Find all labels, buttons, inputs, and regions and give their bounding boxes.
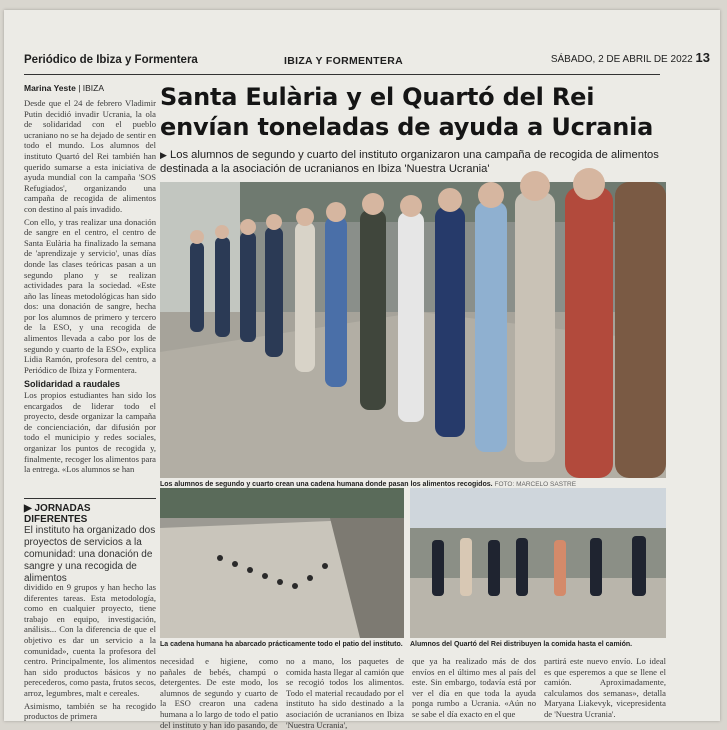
article-column-2: necesidad e higiene, como pañales de bebés, champú o detergentes. De este modo, los alumnos de segundo y cuarto de la ESO crearon una cadena humana a lo largo de todo el patio del instituto y han ido pasando, de: [160, 656, 278, 730]
paragraph: Desde que el 24 de febrero Vladimir Putin decidió invadir Ucrania, la ola de solidaridad con el pueblo ucraniano no se ha dejado de sentir en todo el mundo. Los alumnos del instituto Quartó del Rei también han querido sumarse a esta iniciativa de ayuda mundial con la campaña 'SOS Refugiados', organizando una campaña de recogida de alimentos con destino al país invadido.: [24, 98, 156, 214]
date-page: [551, 50, 710, 65]
article-column-3: no a mano, los paquetes de comida hasta llegar al camión que se recogió todos los alimentos. Todo el material recaudado por el instituto ha sido destinado a la asociación de ucranianos en Ibiza 'Nuestra Ucrania',: [286, 656, 404, 730]
publication-name: Periódico de Ibiza y Formentera: [24, 54, 198, 66]
sidebar-body: El instituto ha organizado dos proyectos de servicios a la comunidad: una donación de sangre y una recogida de alimentos: [24, 525, 156, 584]
author: Marina Yeste: [24, 83, 76, 93]
sidebar-title: [24, 503, 156, 525]
photo-credit: FOTO: MARCELO SASTRE: [494, 481, 577, 488]
byline: Marina Yeste | IBIZA: [24, 83, 105, 93]
students-street-image: [410, 488, 666, 638]
sidebar-title-text: JORNADAS DIFERENTES: [24, 503, 91, 525]
paragraph: dividido en 9 grupos y han hecho las diferentes tareas. Esta metodología, como en cualquier proyecto, tiene trabajo en equipo, investigación, análisis... Con la diferencia de que el objetivo es dar un servicio a la comunidad», cuenta la profesora del centro. Principalmente, los alimentos han sido productos básicos y no perecederos, como pasta, frutos secos, arroz, legumbres, malt e cereales.: [24, 582, 156, 698]
main-photo: [160, 182, 666, 478]
subheading: Solidaridad a raudales: [24, 379, 121, 390]
bottom-left-photo: [160, 488, 404, 638]
page-number: 13: [695, 50, 710, 65]
courtyard-chain-image: [160, 488, 404, 638]
article-column-1-lower: [24, 582, 156, 721]
triangle-icon: ▶: [24, 503, 32, 514]
page-date: SÁBADO, 2 DE ABRIL DE 2022: [550, 54, 693, 65]
bottom-right-caption: Alumnos del Quartó del Rei distribuyen la comida hasta el camión.: [410, 641, 633, 648]
headline: Santa Eulària y el Quartó del Rei envían toneladas de ayuda a Ucrania: [160, 83, 654, 141]
caption-text: Los alumnos de segundo y cuarto crean una cadena humana donde pasan los alimentos recogidos.: [160, 481, 493, 488]
page-header: [24, 50, 710, 75]
paragraph: Los propios estudiantes han sido los encargados de liderar todo el proyecto, desde organizar la campaña de concienciación, dar difusión por todo el municipio y redes sociales, organizar los puntos de recogida y, finalmente, recoger los alimentos para la entrega. «Los alumnos se han: [24, 390, 156, 475]
location: IBIZA: [82, 83, 105, 93]
bottom-right-photo: [410, 488, 666, 638]
paragraph: Con ello, y tras realizar una donación de sangre en el centro, el centro de Santa Eulària ha finalizado la semana de 'aprendizaje y servicio', unas días donde las clases teóricas pasan a un segundo plano y se realizan actividades para la sociedad. «Este año las líneas metodológicas han sido dos: una donación de sangre, hecha por los alumnos de primero y tercero de la ESO, y una recogida de alimentos llevada a cabo por los de segundo y cuarto de la ESO», explica Lidia Ramón, profesora del centro, a Periódico de Ibiza y Formentera.: [24, 216, 156, 375]
students-chain-image: [160, 182, 666, 478]
bottom-left-caption: La cadena humana ha abarcado prácticamente todo el patio del instituto.: [160, 641, 403, 648]
article-column-5: partirá este nuevo envío. Lo ideal es que esperemos a que se llene el camión. Aproximadamente, calculamos dos semanas», detalla Maryana Liakevyk, vicepresidenta de 'Nuestra Ucrania'.: [544, 656, 666, 719]
newspaper-page: [4, 10, 720, 730]
section-name: IBIZA Y FORMENTERA: [284, 55, 403, 67]
article-column-4: que ya ha realizado más de dos envíos en el último mes al país del este. Sin embargo, todavía está por ver el día en que toda la ayuda ponga rumbo a Ucrania. «Aún no se sabe el día exacto en el que: [412, 656, 536, 719]
lead-body: Los alumnos de segundo y cuarto del instituto organizaron una campaña de recogida de alimentos destinada a la asociación de ucranianos en Ibiza 'Nuestra Ucrania': [160, 149, 659, 175]
sidebar-box: [24, 498, 156, 585]
paragraph: Asimismo, también se ha recogido productos de primera: [24, 700, 156, 722]
article-column-1: [24, 98, 156, 494]
triangle-icon: ▶: [160, 150, 167, 160]
